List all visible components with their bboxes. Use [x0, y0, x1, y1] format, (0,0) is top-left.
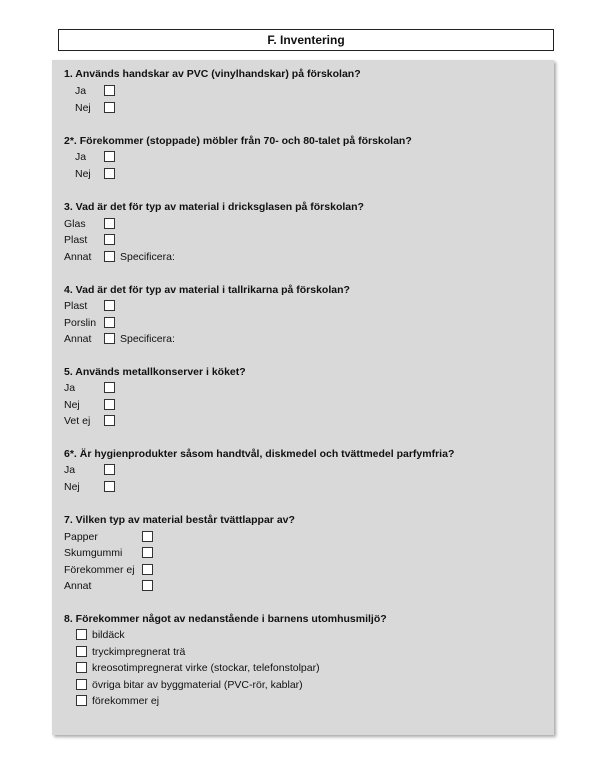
question-1: 1. Används handskar av PVC (vinylhandskar) på förskolan?	[64, 68, 361, 80]
checkbox-q7-annat[interactable]	[142, 580, 153, 591]
checkbox-q6-ja[interactable]	[104, 464, 115, 475]
question-5: 5. Används metallkonserver i köket?	[64, 366, 246, 378]
questionnaire-panel	[52, 60, 554, 735]
question-2: 2*. Förekommer (stoppade) möbler från 70- och 80-talet på förskolan?	[64, 135, 412, 147]
question-3: 3. Vad är det för typ av material i dricksglasen på förskolan?	[64, 201, 364, 213]
option-label: Ja	[75, 151, 87, 163]
option-label: Nej	[64, 481, 80, 493]
option-label: övriga bitar av byggmaterial (PVC-rör, kablar)	[92, 679, 303, 691]
option-label: Nej	[64, 399, 80, 411]
checkbox-q8-bildack[interactable]	[76, 629, 87, 640]
checkbox-q7-skumgummi[interactable]	[142, 547, 153, 558]
checkbox-q7-forekommer-ej[interactable]	[142, 564, 153, 575]
checkbox-q5-ja[interactable]	[104, 382, 115, 393]
option-label: Annat	[64, 251, 92, 263]
option-label: tryckimpregnerat trä	[92, 646, 186, 658]
option-label: Nej	[75, 102, 91, 114]
checkbox-q4-porslin[interactable]	[104, 317, 115, 328]
option-label: Porslin	[64, 317, 97, 329]
checkbox-q8-tryckimpregnerat[interactable]	[76, 646, 87, 657]
checkbox-q4-annat[interactable]	[104, 333, 115, 344]
option-label: Ja	[64, 464, 76, 476]
specify-label: Specificera:	[120, 251, 175, 263]
question-8: 8. Förekommer något av nedanstående i barnens utomhusmiljö?	[64, 613, 387, 625]
question-6: 6*. Är hygienprodukter såsom handtvål, diskmedel och tvättmedel parfymfria?	[64, 448, 455, 460]
checkbox-q6-nej[interactable]	[104, 481, 115, 492]
checkbox-q4-plast[interactable]	[104, 300, 115, 311]
option-label: Papper	[64, 531, 98, 543]
checkbox-q7-papper[interactable]	[142, 531, 153, 542]
option-label: Plast	[64, 300, 88, 312]
option-label: Annat	[64, 333, 92, 345]
checkbox-q2-nej[interactable]	[104, 168, 115, 179]
option-label: Ja	[64, 382, 76, 394]
checkbox-q8-forekommer-ej[interactable]	[76, 695, 87, 706]
option-label: kreosotimpregnerat virke (stockar, telefonstolpar)	[92, 662, 320, 674]
checkbox-q8-byggmaterial[interactable]	[76, 679, 87, 690]
section-title: F. Inventering	[58, 29, 554, 51]
question-4: 4. Vad är det för typ av material i tallrikarna på förskolan?	[64, 284, 350, 296]
option-label: Skumgummi	[64, 547, 123, 559]
option-label: bildäck	[92, 629, 125, 641]
specify-label: Specificera:	[120, 333, 175, 345]
option-label: Vet ej	[64, 415, 91, 427]
checkbox-q1-nej[interactable]	[104, 102, 115, 113]
option-label: Förekommer ej	[64, 564, 135, 576]
option-label: Plast	[64, 234, 88, 246]
option-label: Glas	[64, 218, 86, 230]
checkbox-q3-annat[interactable]	[104, 251, 115, 262]
checkbox-q2-ja[interactable]	[104, 151, 115, 162]
checkbox-q5-nej[interactable]	[104, 399, 115, 410]
checkbox-q5-vet-ej[interactable]	[104, 415, 115, 426]
option-label: förekommer ej	[92, 695, 160, 707]
option-label: Nej	[75, 168, 91, 180]
checkbox-q3-plast[interactable]	[104, 234, 115, 245]
option-label: Annat	[64, 580, 92, 592]
checkbox-q1-ja[interactable]	[104, 85, 115, 96]
question-7: 7. Vilken typ av material består tvättlappar av?	[64, 514, 295, 526]
option-label: Ja	[75, 85, 87, 97]
checkbox-q8-kreosot[interactable]	[76, 662, 87, 673]
checkbox-q3-glas[interactable]	[104, 218, 115, 229]
